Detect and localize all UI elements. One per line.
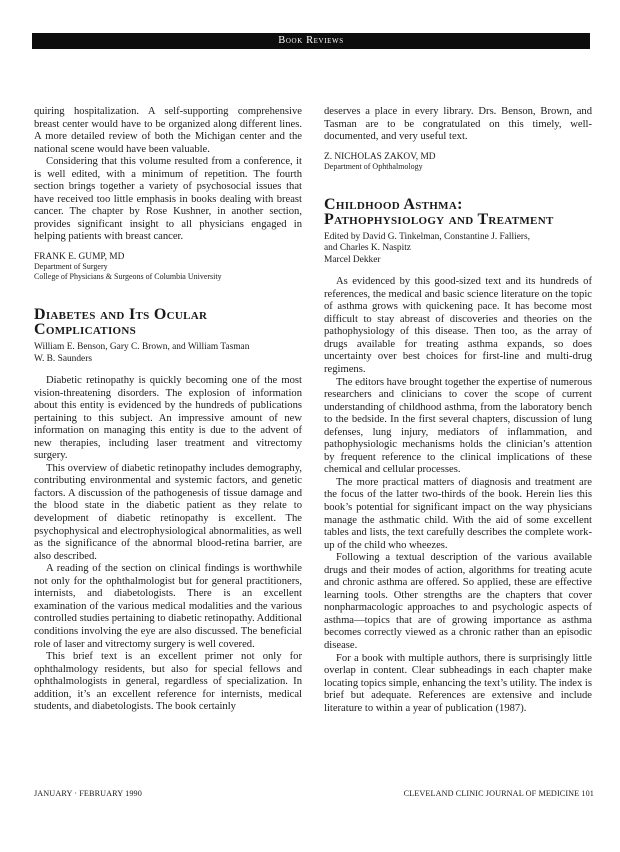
reviewer-department: Department of Surgery (34, 262, 108, 272)
body-paragraph: The editors have brought together the expertise of numerous researchers and clinicians to cover the scope of current understanding of childhood asthma, from the laboratory bench to the bedside. In the first several chapters, discussion of lung defenses, lung injury, mediators of inflammation, and pathophysiologic mechanisms holds the clinician’s attention by frequent reference to the clinical implications of these chemical and cellular processes. (324, 376, 592, 476)
footer-date: JANUARY · FEBRUARY 1990 (34, 789, 142, 798)
body-paragraph: As evidenced by this good-sized text and its hundreds of references, the medical and basic science literature on the topic of asthma grows with quickening pace. It has become most difficult to stay abreast of discoveries and theories on the pathophysiology of this disease. Then too, as the array of drugs available for treating asthma expands, so does uncertainty over best choices for first-line and multi-drug regimens. (324, 276, 592, 375)
body-paragraph: Diabetic retinopathy is quickly becoming one of the most vision-threatening disorders. The explosion of information about this entity is evidenced by the hundreds of publications pertaining to this subject. An impressive amount of new information on managing this entity is due to the advent of new therapies, including laser treatment and vitrectomy surgery. (34, 375, 302, 462)
book-authors: William E. Benson, Gary C. Brown, and William Tasman (34, 342, 250, 353)
review-title (34, 307, 302, 337)
section-title: Book Reviews (278, 35, 344, 46)
review-title-line: Diabetes and Its Ocular (34, 306, 208, 324)
reviewer-institution: College of Physicians & Surgeons of Columbia University (34, 271, 222, 281)
reviewer-name: Z. NICHOLAS ZAKOV, MD (324, 151, 436, 162)
review-title-line: Complications (34, 321, 137, 339)
body-paragraph: quiring hospitalization. A self-supporting comprehensive breast center would have to be organized along different lines. A more detailed review of both the Michigan center and the national scene would have been valuable. (34, 106, 302, 155)
review-title-line: Pathophysiology and Treatment (324, 211, 554, 229)
right-column (324, 106, 592, 715)
body-paragraph: Considering that this volume resulted from a conference, it is well edited, with a minimum of repetition. The fourth section brings together a variety of psychosocial issues that have received too little emphasis in books dealing with breast cancer. The chapter by Rose Kushner, in another section, provides significant insight to all physicians engaged in helping patients with breast cancer. (34, 156, 302, 243)
reviewer-signature (34, 252, 302, 281)
editors-line: and Charles K. Naspitz (324, 243, 411, 254)
body-paragraph: A reading of the section on clinical findings is worthwhile not only for the ophthalmologist but for general practitioners, internists, and diabetologists. There is an excellent examination of the various medical modalities and the various controlled studies pertaining to diabetic retinopathy. Additional conditions involving the eye are also discussed. The beneficial role of laser and vitrectomy surgery is well covered. (34, 563, 302, 650)
body-paragraph: This overview of diabetic retinopathy includes demography, contributing environmental and systemic factors, and genetic factors. A discussion of the pathogenesis of tissue damage and the blood state in the diabetic patient as they relate to development of diabetic retinopathy is excellent. The psychophysical and electrophysiological abnormalities, as well as the significance of the abnormal blood-retina barrier, are also described. (34, 462, 302, 562)
body-paragraph: For a book with multiple authors, there is surprisingly little overlap in content. Clear subheadings in each chapter make locating topics simple, enhancing the text’s utility. The index is brief but adequate. References are extensive and include literature to within a year of publication (1987). (324, 652, 592, 714)
reviewer-department: Department of Ophthalmology (324, 161, 423, 171)
book-publisher: Marcel Dekker (324, 255, 381, 266)
left-column (34, 106, 302, 714)
body-paragraph: deserves a place in every library. Drs. Benson, Brown, and Tasman are to be congratulated on this timely, well-documented, and very useful text. (324, 106, 592, 143)
body-paragraph: The more practical matters of diagnosis and treatment are the focus of the latter two-thirds of the book. Herein lies this book’s potential for significant impact on the way physicians manage the asthmatic child. With the aid of some excellent tables and lists, the text carefully describes the complete work-up of the child who wheezes. (324, 476, 592, 551)
body-paragraph: This brief text is an excellent primer not only for ophthalmology residents, but also for special fellows and ophthalmologists in general, regardless of specialization. In addition, it’s an excellent reference for internists, medical students, and diabetologists. The book certainly (34, 651, 302, 713)
editors-line: Edited by David G. Tinkelman, Constantine J. Falliers, (324, 232, 530, 243)
book-publisher: W. B. Saunders (34, 354, 92, 365)
review-title (324, 197, 592, 227)
footer-journal-page: CLEVELAND CLINIC JOURNAL OF MEDICINE 101 (403, 789, 594, 798)
body-paragraph: Following a textual description of the various available drugs and their modes of action, algorithms for treating acute and chronic asthma are offered. So applied, these are effective learning tools. Other strengths are the chapters that cover nonpharmacologic approaches to and psychologic aspects of asthma—topics that are of growing importance as asthma becomes correctly viewed as a chronic rather than an episodic disease. (324, 552, 592, 651)
review-title-line: Childhood Asthma: (324, 196, 463, 214)
book-editors (324, 232, 592, 254)
reviewer-name: FRANK E. GUMP, MD (34, 252, 125, 263)
reviewer-signature (324, 152, 592, 172)
section-header-bar (32, 33, 590, 49)
